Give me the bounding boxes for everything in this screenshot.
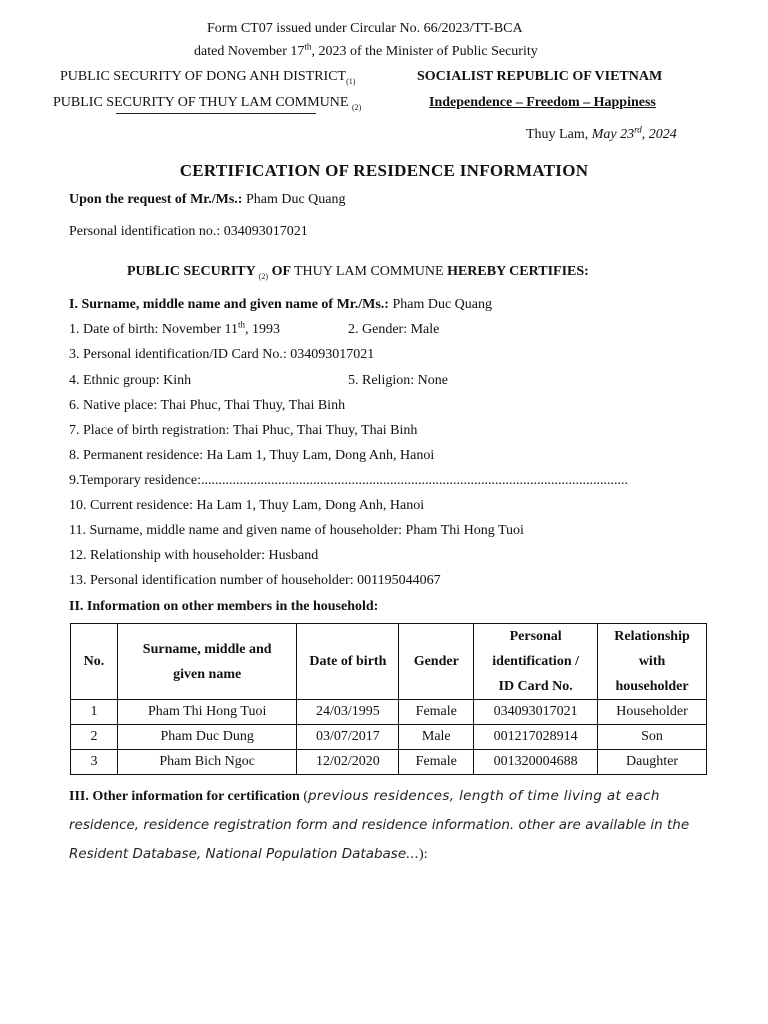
religion: 5. Religion: None <box>348 373 448 388</box>
cell-pid: 001320004688 <box>474 750 598 775</box>
cell-name: Pham Thi Hong Tuoi <box>117 700 297 725</box>
column-header-dob: Date of birth <box>297 624 399 700</box>
birth-registration: 7. Place of birth registration: Thai Phuc, Thai Thuy, Thai Binh <box>69 423 418 438</box>
place-date: Thuy Lam, May 23rd, 2024 <box>526 124 677 142</box>
cell-pid: 001217028914 <box>474 725 598 750</box>
cell-gender: Male <box>399 725 474 750</box>
gender: 2. Gender: Male <box>348 322 440 337</box>
cell-no: 3 <box>71 750 118 775</box>
form-reference-line-1: Form CT07 issued under Circular No. 66/2023/TT-BCA <box>207 21 523 36</box>
householder-name: 11. Surname, middle name and given name of householder: Pham Thi Hong Tuoi <box>69 523 524 538</box>
request-id-line: Personal identification no.: 034093017021 <box>69 224 308 239</box>
householder-id: 13. Personal identification number of householder: 001195044067 <box>69 573 441 588</box>
column-header-no: No. <box>71 624 118 700</box>
commune-agency: PUBLIC SECURITY OF THUY LAM COMMUNE $_{(2)}$ <box>53 95 362 112</box>
temporary-residence: 9.Temporary residence:.......................................................................................................................... <box>69 473 628 488</box>
section-3-line-2: residence, residence registration form and residence information. other are available in the <box>69 817 690 833</box>
column-header-pid: Personal identification / ID Card No. <box>474 624 598 700</box>
table-row <box>71 750 707 775</box>
section-1-heading: I. Surname, middle name and given name of Mr./Ms.: Pham Duc Quang <box>69 297 492 312</box>
cell-dob: 12/02/2020 <box>297 750 399 775</box>
certifies-line: PUBLIC SECURITY $_{(2)}$ OF THUY LAM COMMUNE HEREBY CERTIFIES: <box>127 264 589 281</box>
section-2-heading: II. Information on other members in the household: <box>69 599 379 614</box>
form-reference-line-2: dated November 17th, 2023 of the Minister of Public Security <box>194 41 538 59</box>
section-3-line-3: Resident Database, National Population Database...): <box>69 846 428 862</box>
table-row <box>71 700 707 725</box>
cell-name: Pham Duc Dung <box>117 725 297 750</box>
date-of-birth: 1. Date of birth: November 11th, 1993 <box>69 319 281 337</box>
republic-name: SOCIALIST REPUBLIC OF VIETNAM <box>417 69 663 84</box>
permanent-residence: 8. Permanent residence: Ha Lam 1, Thuy Lam, Dong Anh, Hanoi <box>69 448 435 463</box>
table-row <box>71 725 707 750</box>
cell-gender: Female <box>399 750 474 775</box>
section-3-line-1: III. Other information for certification (previous residences, length of time living at each <box>69 788 660 804</box>
cell-gender: Female <box>399 700 474 725</box>
column-header-relationship: Relationship with householder <box>598 624 707 700</box>
cell-relationship: Daughter <box>598 750 707 775</box>
column-header-name: Surname, middle and given name <box>117 624 297 700</box>
cell-dob: 24/03/1995 <box>297 700 399 725</box>
current-residence: 10. Current residence: Ha Lam 1, Thuy Lam, Dong Anh, Hanoi <box>69 498 425 513</box>
district-agency: PUBLIC SECURITY OF DONG ANH $DISTRICT_{(1)}$ <box>60 69 356 86</box>
column-header-gender: Gender <box>399 624 474 700</box>
native-place: 6. Native place: Thai Phuc, Thai Thuy, Thai Binh <box>69 398 346 413</box>
cell-dob: 03/07/2017 <box>297 725 399 750</box>
document-title: CERTIFICATION OF RESIDENCE INFORMATION <box>179 161 589 180</box>
cell-pid: 034093017021 <box>474 700 598 725</box>
cell-no: 1 <box>71 700 118 725</box>
ethnic-group: 4. Ethnic group: Kinh <box>69 373 192 388</box>
householder-relationship: 12. Relationship with householder: Husband <box>69 548 319 563</box>
cell-no: 2 <box>71 725 118 750</box>
cell-relationship: Son <box>598 725 707 750</box>
household-members-table <box>70 623 707 775</box>
commune-underline <box>116 113 316 114</box>
table-header-row <box>71 624 707 700</box>
request-line: Upon the request of Mr./Ms.: Pham Duc Quang <box>69 192 346 207</box>
cell-name: Pham Bich Ngoc <box>117 750 297 775</box>
national-motto: Independence – Freedom – Happiness <box>429 95 656 110</box>
cell-relationship: Householder <box>598 700 707 725</box>
id-card-number: 3. Personal identification/ID Card No.: 034093017021 <box>69 347 375 362</box>
